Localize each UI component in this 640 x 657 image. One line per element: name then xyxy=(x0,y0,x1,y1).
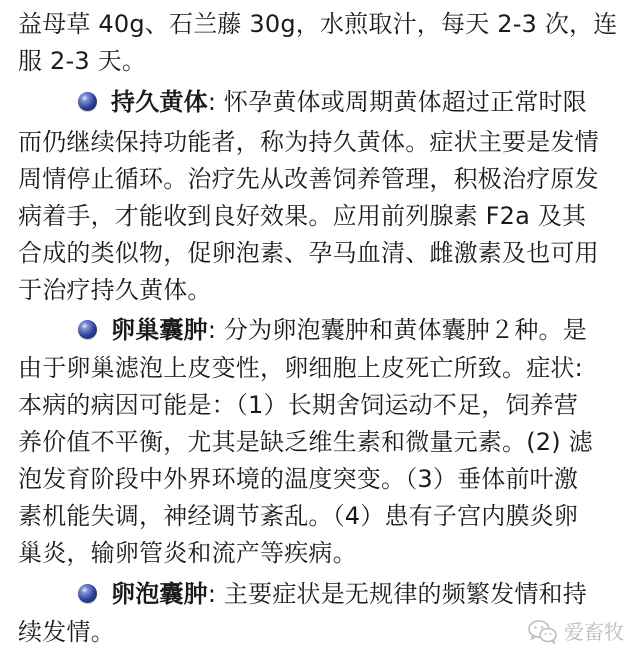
watermark-text: 爱畜牧 xyxy=(564,620,624,644)
heading-follicular-cyst xyxy=(18,576,624,612)
text-line: 泡发育阶段中外界环境的温度突变。（3）垂体前叶激 xyxy=(18,465,579,493)
text-line: 由于卵巢滤泡上皮变性，卵细胞上皮死亡所致。症状: xyxy=(18,354,583,382)
text-line: 素机能失调，神经调节紊乱。（4）患有子宫内膜炎卵 xyxy=(18,502,579,530)
heading-term: 卵泡囊肿 xyxy=(111,580,208,608)
bullet-icon xyxy=(78,92,97,111)
text-line: 巢炎，输卵管炎和流产等疾病。 xyxy=(18,539,357,567)
text-line: 本病的病因可能是：（1）长期舍饲运动不足，饲养营 xyxy=(18,391,579,419)
text-line: 益母草 40g、石兰藤 30g，水煎取汁，每天 2-3 次，连 xyxy=(18,10,618,38)
heading-persistent-corpus-luteum xyxy=(18,84,624,120)
heading-text: : 主要症状是无规律的频繁发情和持 xyxy=(207,580,587,608)
heading-text: : 怀孕黄体或周期黄体超过正常时限 xyxy=(207,88,587,116)
heading-term: 卵巢囊肿 xyxy=(111,316,208,344)
text-line: 而仍继续保持功能者，称为持久黄体。症状主要是发情 xyxy=(18,128,599,156)
text-line: 周情停止循环。治疗先从改善饲养管理，积极治疗原发 xyxy=(18,165,599,193)
text-line: 于治疗持久黄体。 xyxy=(18,276,212,304)
text-line: 续发情。 xyxy=(18,618,115,646)
text-line: 病着手，才能收到良好效果。应用前列腺素 F2a 及其 xyxy=(18,202,587,230)
heading-term: 持久黄体 xyxy=(111,88,208,116)
heading-ovarian-cyst xyxy=(18,312,624,348)
bullet-icon xyxy=(78,584,97,603)
text-line: 合成的类似物，促卵泡素、孕马血清、雌激素及也可用 xyxy=(18,239,599,267)
bullet-icon xyxy=(78,320,97,339)
wechat-icon xyxy=(528,619,558,645)
heading-text: : 分为卵泡囊肿和黄体囊肿２种。是 xyxy=(207,316,587,344)
watermark xyxy=(528,617,624,647)
text-line: 服 2-3 天。 xyxy=(18,47,147,75)
text-line: 养价值不平衡，尤其是缺乏维生素和微量元素。(2) 滤 xyxy=(18,428,593,456)
